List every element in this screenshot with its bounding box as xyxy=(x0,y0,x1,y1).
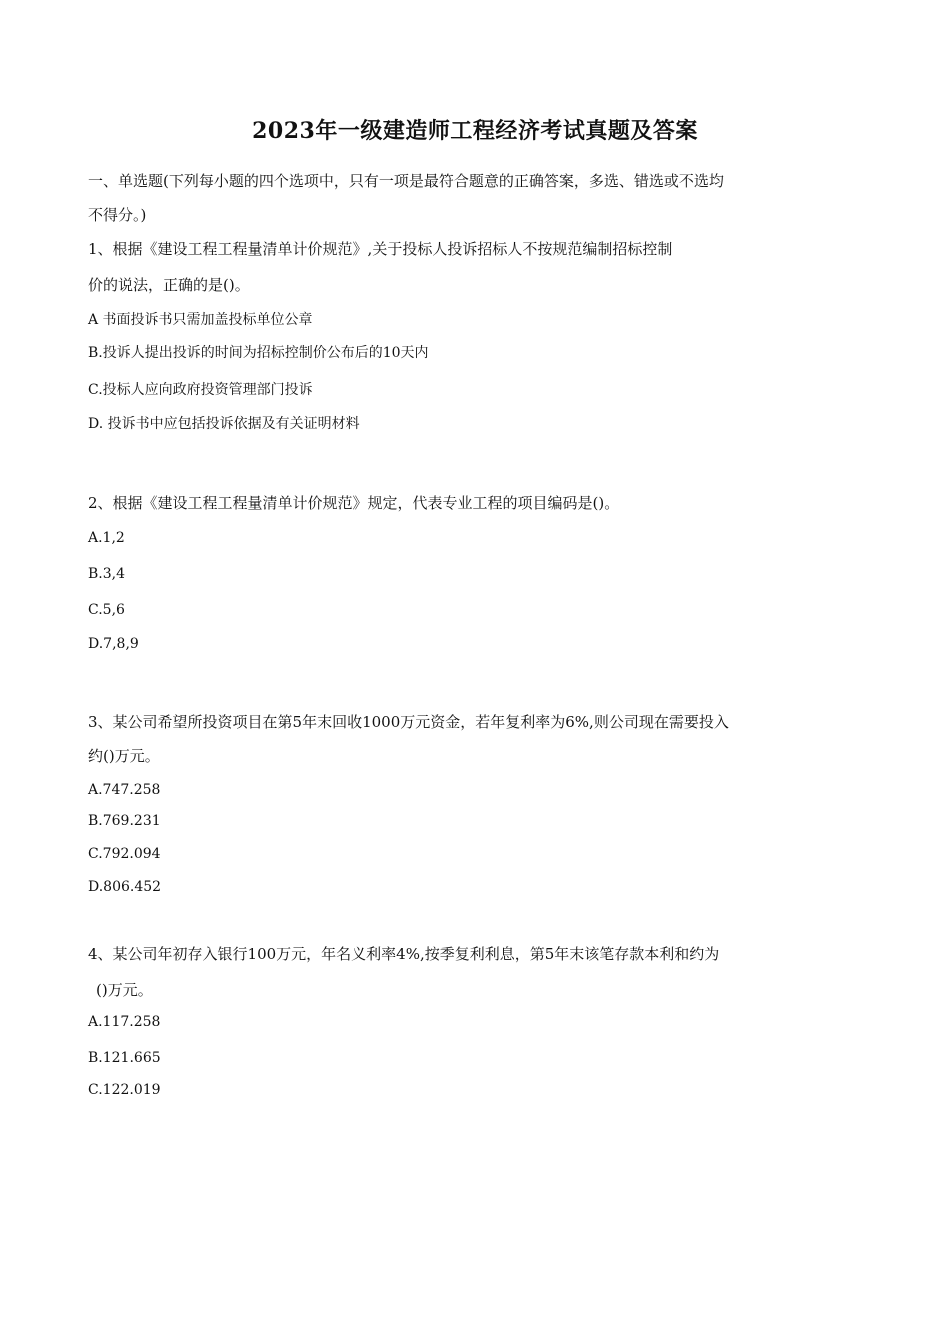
question-3-stem-line-1: 3、某公司希望所投资项目在第5年末回收1000万元资金，若年复利率为6%,则公司现在需要投入 xyxy=(88,713,729,731)
question-4-stem-line-2: ()万元。 xyxy=(96,981,153,999)
question-1-option-c: C.投标人应向政府投资管理部门投诉 xyxy=(88,382,313,398)
question-3-option-d: D.806.452 xyxy=(88,879,162,895)
document-title: 2023年一级建造师工程经济考试真题及答案 xyxy=(252,118,698,144)
question-2-option-c: C.5,6 xyxy=(88,602,125,618)
question-4-option-a: A.117.258 xyxy=(88,1014,161,1030)
question-1-option-d: D. 投诉书中应包括投诉依据及有关证明材料 xyxy=(88,416,360,432)
question-1-stem-line-1: 1、根据《建设工程工程量清单计价规范》,关于投标人投诉招标人不按规范编制招标控制 xyxy=(88,240,673,258)
question-4-stem-line-1: 4、某公司年初存入银行100万元，年名义利率4%,按季复利利息，第5年末该笔存款本利和约为 xyxy=(88,945,720,963)
section-instructions-line-1: 一、单选题(下列每小题的四个选项中，只有一项是最符合题意的正确答案，多选、错选或不选均 xyxy=(88,172,724,190)
question-3-option-a: A.747.258 xyxy=(88,782,161,798)
question-4-option-c: C.122.019 xyxy=(88,1082,161,1098)
question-3-option-c: C.792.094 xyxy=(88,846,161,862)
question-3-stem-line-2: 约()万元。 xyxy=(88,747,160,765)
question-4-option-b: B.121.665 xyxy=(88,1050,161,1066)
question-2-stem-line-1: 2、根据《建设工程工程量清单计价规范》规定，代表专业工程的项目编码是()。 xyxy=(88,494,620,512)
question-2-option-b: B.3,4 xyxy=(88,566,126,582)
question-1-option-b: B.投诉人提出投诉的时间为招标控制价公布后的10天内 xyxy=(88,345,429,361)
section-instructions-line-2: 不得分。) xyxy=(88,206,147,224)
question-1-option-a: A 书面投诉书只需加盖投标单位公章 xyxy=(88,312,313,328)
question-2-option-a: A.1,2 xyxy=(88,530,125,546)
question-2-option-d: D.7,8,9 xyxy=(88,636,139,652)
question-3-option-b: B.769.231 xyxy=(88,813,161,829)
question-1-stem-line-2: 价的说法，正确的是()。 xyxy=(88,276,250,294)
